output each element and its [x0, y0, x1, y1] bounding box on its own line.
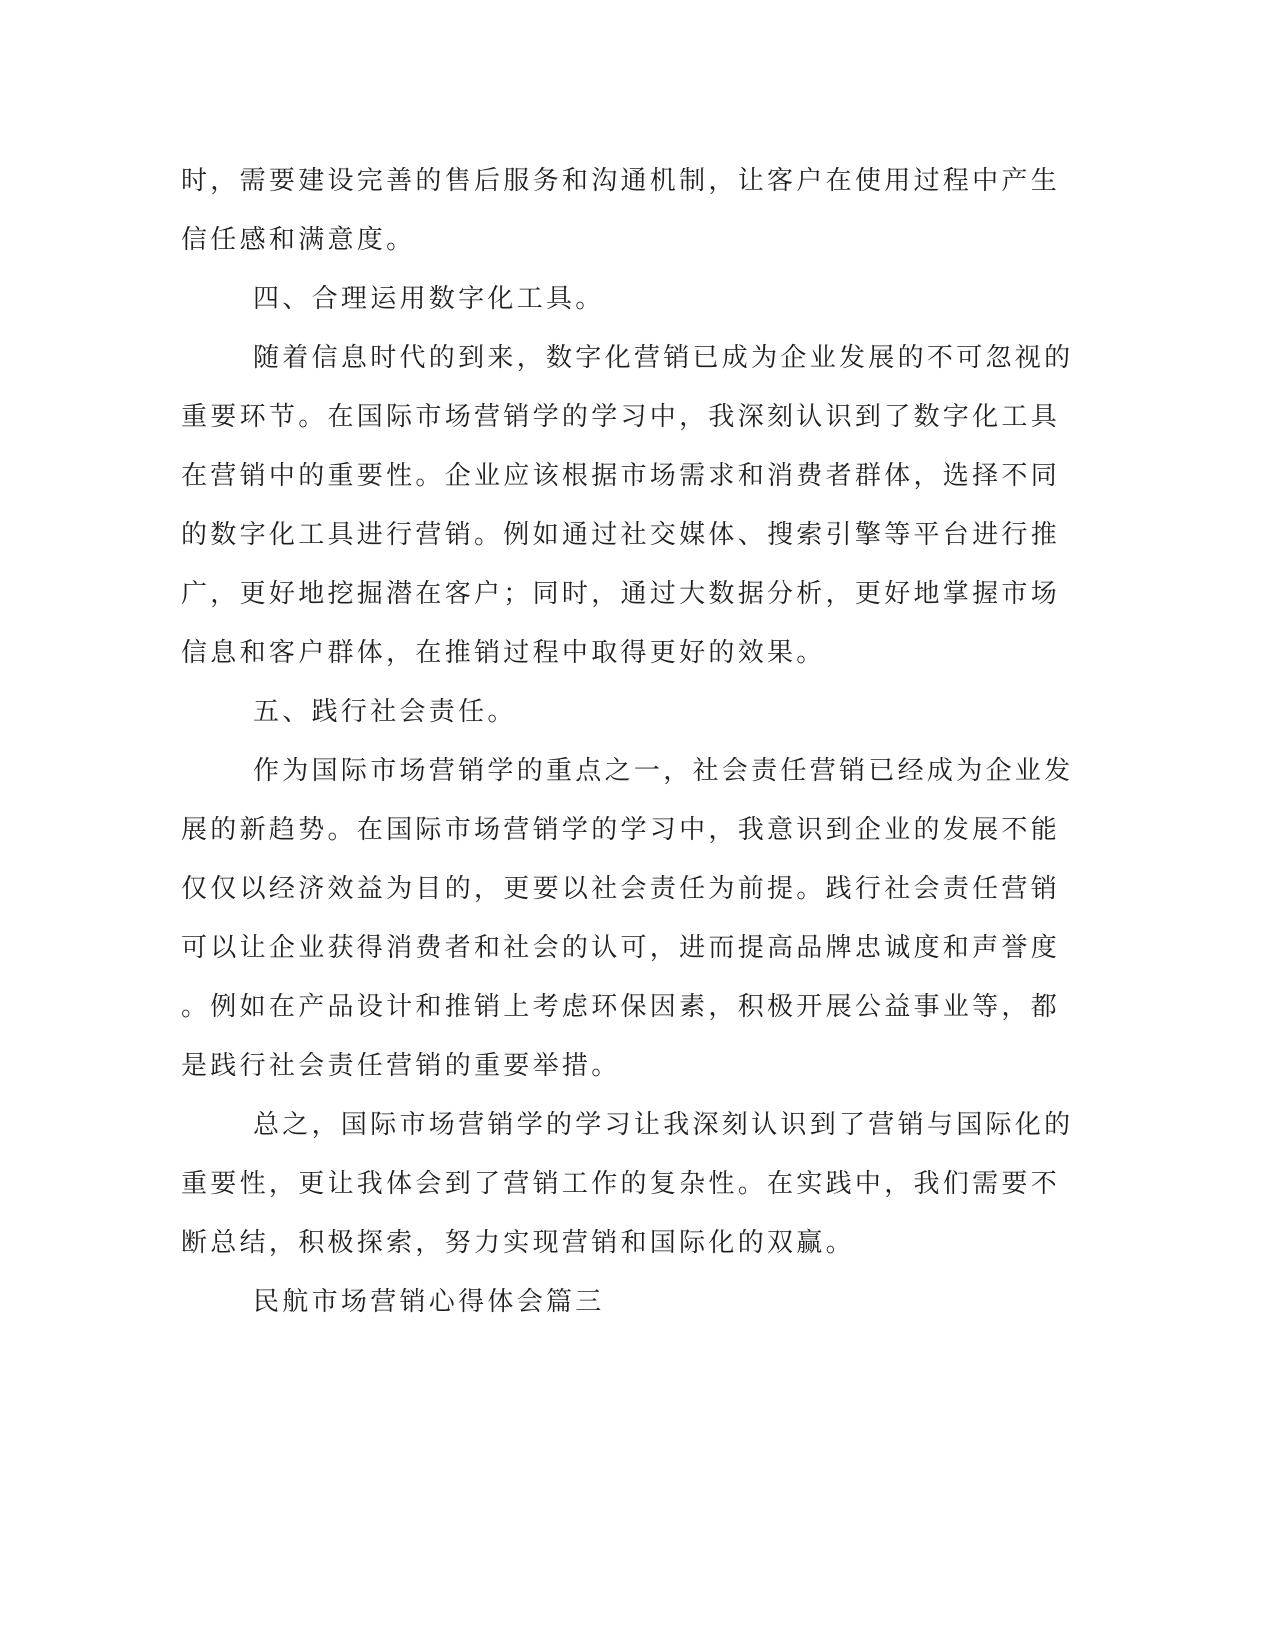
- section-heading: 五、践行社会责任。: [253, 697, 517, 727]
- section-heading: 民航市场营销心得体会篇三: [253, 1287, 605, 1317]
- text-line: 广，更好地挖掘潜在客户；同时，通过大数据分析，更好地掌握市场: [181, 579, 1061, 609]
- section-heading: 四、合理运用数字化工具。: [253, 284, 605, 314]
- text-line: 。例如在产品设计和推销上考虑环保因素，积极开展公益事业等，都: [181, 992, 1061, 1022]
- text-line: 可以让企业获得消费者和社会的认可，进而提高品牌忠诚度和声誉度: [181, 933, 1061, 963]
- text-line: 重要环节。在国际市场营销学的学习中，我深刻认识到了数字化工具: [181, 402, 1061, 432]
- text-line: 随着信息时代的到来，数字化营销已成为企业发展的不可忽视的: [253, 343, 1074, 373]
- text-line: 重要性，更让我体会到了营销工作的复杂性。在实践中，我们需要不: [181, 1169, 1061, 1199]
- text-line: 仅仅以经济效益为目的，更要以社会责任为前提。践行社会责任营销: [181, 874, 1061, 904]
- text-line: 展的新趋势。在国际市场营销学的学习中，我意识到企业的发展不能: [181, 815, 1061, 845]
- text-line: 是践行社会责任营销的重要举措。: [181, 1051, 621, 1081]
- text-line: 作为国际市场营销学的重点之一，社会责任营销已经成为企业发: [253, 756, 1074, 786]
- text-line: 信息和客户群体，在推销过程中取得更好的效果。: [181, 638, 826, 668]
- text-line: 的数字化工具进行营销。例如通过社交媒体、搜索引擎等平台进行推: [181, 520, 1061, 550]
- text-line: 时，需要建设完善的售后服务和沟通机制，让客户在使用过程中产生: [181, 166, 1061, 196]
- text-line: 信任感和满意度。: [181, 225, 416, 255]
- text-line: 总之，国际市场营销学的学习让我深刻认识到了营销与国际化的: [253, 1110, 1074, 1140]
- text-line: 在营销中的重要性。企业应该根据市场需求和消费者群体，选择不同: [181, 461, 1061, 491]
- text-line: 断总结，积极探索，努力实现营销和国际化的双赢。: [181, 1228, 855, 1258]
